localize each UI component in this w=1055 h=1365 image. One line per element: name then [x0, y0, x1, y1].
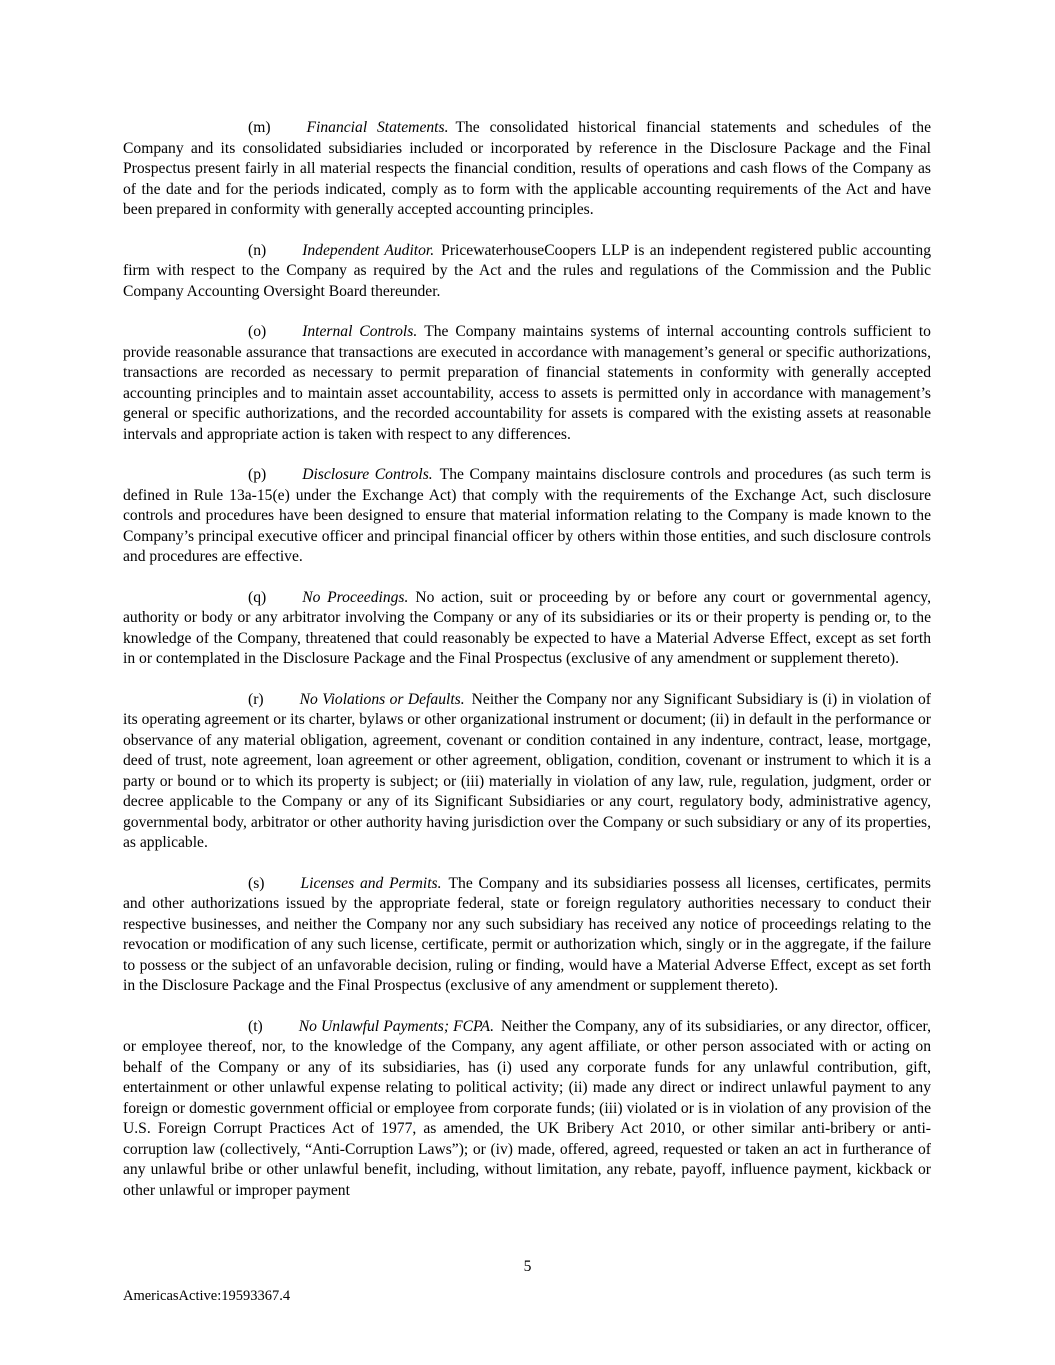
paragraph-label: (t): [248, 1017, 263, 1035]
paragraph-body: No action, suit or proceeding by or before any court or governmental agency, authority or body or any arbitrator involving the Company or any of its subsidiaries or its or their property is pending or, to the knowledge of the Company, threatened that could reasonably be expected to have a Material Adverse Effect, except as set forth in or contemplated in the Disclosure Package and the Final Prospectus (exclusive of any amendment or supplement thereto).: [123, 588, 931, 667]
paragraph-t: [123, 1017, 931, 1202]
paragraph-title: Independent Auditor.: [302, 241, 435, 259]
paragraph-body: The Company maintains systems of internal accounting controls sufficient to provide reasonable assurance that transactions are executed in accordance with management’s general or specific authorizations, transactions are recorded as necessary to permit preparation of financial statements in conformity with generally accepted accounting principles and to maintain asset accountability, access to assets is permitted only in accordance with management’s general or specific authorizations, and the recorded accountability for assets is compared with the existing assets at reasonable intervals and appropriate action is taken with respect to any differences.: [123, 323, 931, 443]
paragraph-title: Internal Controls.: [302, 323, 418, 340]
paragraph-label: (n): [248, 241, 267, 259]
paragraph-label: (m): [248, 119, 271, 136]
paragraph-body: Neither the Company nor any Significant Subsidiary is (i) in violation of its operating agreement or its charter, bylaws or other organizational instrument or document; (ii) in default in the performance or observance of any material obligation, agreement, covenant or condition contained in any indenture, contract, lease, mortgage, deed of trust, note agreement, loan agreement or other agreement, obligation, condition, covenant or instrument to which it is a party or bound or to which its property is subject; or (iii) materially in violation of any law, rule, regulation, judgment, order or decree applicable to the Company or any of its Significant Subsidiaries or any court, regulatory body, administrative agency, governmental body, arbitrator or other authority having jurisdiction over the Company or such subsidiary or any of its properties, as applicable.: [123, 690, 931, 851]
page-number: 5: [523, 1258, 532, 1275]
paragraph-label: (q): [248, 588, 267, 606]
paragraph-body: The Company and its subsidiaries possess all licenses, certificates, permits and other authorizations issued by the appropriate federal, state or foreign regulatory authorities necessary to conduct their respective businesses, and neither the Company nor any such subsidiary has received any notice of proceedings relating to the revocation or modification of any such license, certificate, permit or authorization which, singly or in the aggregate, if the failure to possess or the subject of an unfavorable decision, ruling or finding, would have a Material Adverse Effect, except as set forth in the Disclosure Package and the Final Prospectus (exclusive of any amendment or supplement thereto).: [123, 874, 931, 994]
paragraph-label: (o): [248, 323, 267, 340]
paragraph-body: The consolidated historical financial statements and schedules of the Company and its consolidated subsidiaries included or incorporated by reference in the Disclosure Package and the Final Prospectus present fairly in all material respects the financial condition, results of operations and cash flows of the Company as of the date and for the periods indicated, comply as to form with the applicable accounting requirements of the Act and have been prepared in conformity with generally accepted accounting principles.: [123, 119, 931, 218]
paragraph-title: No Proceedings.: [302, 588, 409, 606]
paragraph-title: Disclosure Controls.: [302, 466, 433, 483]
paragraph-m: [123, 118, 931, 221]
paragraph-body: PricewaterhouseCoopers LLP is an independent registered public accounting firm with respect to the Company as required by the Act and the rules and regulations of the Commission and the Public Company Accounting Oversight Board thereunder.: [123, 241, 931, 300]
paragraph-title: No Unlawful Payments; FCPA.: [298, 1017, 494, 1035]
paragraph-label: (p): [248, 466, 267, 483]
paragraph-o: [123, 322, 931, 445]
paragraph-q: [123, 588, 931, 670]
paragraph-title: Licenses and Permits.: [300, 874, 442, 892]
paragraph-body: Neither the Company, any of its subsidiaries, or any director, officer, or employee thereof, nor, to the knowledge of the Company, any agent affiliate, or other person associated with or acting on behalf of the Company or any of its subsidiaries, has (i) used any corporate funds for any unlawful contribution, gift, entertainment or other unlawful expense relating to political activity; (ii) made any direct or indirect unlawful payment to any foreign or domestic government official or employee from corporate funds; (iii) violated or is in violation of any provision of the U.S. Foreign Corrupt Practices Act of 1977, as amended, the UK Bribery Act 2010, or other similar anti-bribery or anti-corruption law (collectively, “Anti-Corruption Laws”); or (iv) made, offered, agreed, requested or taken an act in furtherance of any unlawful bribe or other unlawful benefit, including, without limitation, any rebate, payoff, influence payment, kickback or other unlawful or improper payment: [123, 1017, 932, 1199]
paragraph-r: [123, 690, 931, 854]
document-id-footer: AmericasActive:19593367.4: [123, 1288, 291, 1304]
paragraph-s: [123, 874, 931, 997]
paragraph-title: Financial Statements.: [306, 119, 449, 136]
document-body: [123, 118, 931, 1201]
paragraph-label: (r): [248, 690, 264, 708]
paragraph-n: [123, 241, 931, 303]
paragraph-title: No Violations or Defaults.: [299, 690, 465, 708]
paragraph-label: (s): [248, 874, 265, 892]
paragraph-p: [123, 465, 931, 568]
paragraph-body: The Company maintains disclosure controls and procedures (as such term is defined in Rule 13a-15(e) under the Exchange Act) that comply with the requirements of the Exchange Act, such disclosure controls and procedures have been designed to ensure that material information relating to the Company is made known to the Company’s principal executive officer and principal financial officer by others within those entities, and such disclosure controls and procedures are effective.: [123, 466, 931, 565]
